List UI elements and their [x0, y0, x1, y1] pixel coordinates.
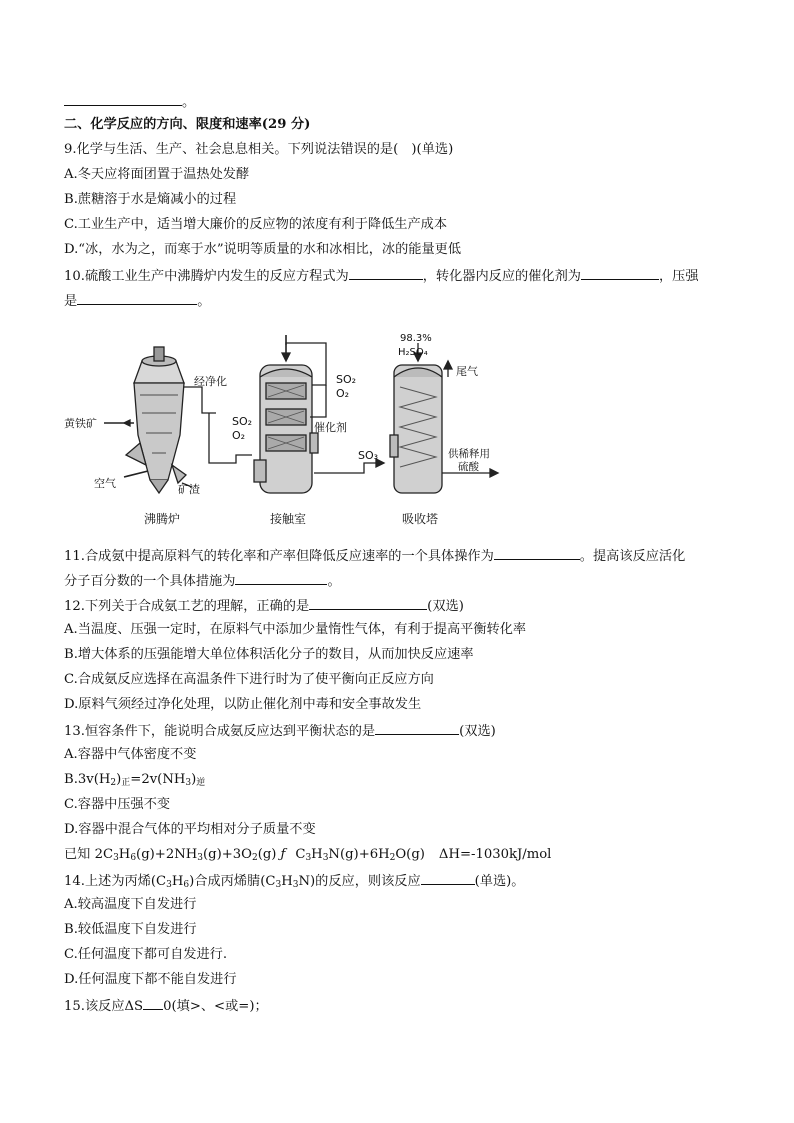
- answer-blank[interactable]: [309, 596, 427, 610]
- question-12-option-c: C.合成氨反应选择在高温条件下进行时为了使平衡向正反应方向: [64, 672, 434, 687]
- known-equation: 已知 $2C_3H_6(g)+2NH_3(g)+3O_2(g)$ ƒ $C_3H_3N(g)+6H_2O(g)$ ΔH=-1030kJ/mol: [64, 847, 552, 863]
- question-11-line1: 11.合成氨中提高原料气的转化率和产率但降低反应速率的一个具体操作为 。提高该反应活化: [64, 546, 685, 566]
- answer-blank[interactable]: [235, 571, 327, 585]
- label-so2-right: SO₂: [336, 373, 357, 386]
- label-h2so4: H₂SO₄: [398, 347, 428, 358]
- label-acid-concentration: 98.3%: [400, 333, 432, 344]
- question-14-stem: 14.上述为丙烯$(C_3H_6)$合成丙烯腈$(C_3H_3N)$的反应，则该反应 (单选)。: [64, 871, 525, 891]
- answer-blank[interactable]: [349, 266, 423, 280]
- label-purified: 经净化: [194, 375, 227, 388]
- question-14-option-b: B.较低温度下自发进行: [64, 922, 197, 937]
- question-9-option-b: B.蔗糖溶于水是熵减小的过程: [64, 192, 237, 207]
- answer-blank[interactable]: [77, 291, 197, 305]
- answer-line-continuation: 。: [64, 92, 195, 112]
- label-air: 空气: [94, 477, 116, 490]
- question-11-line2: 分子百分数的一个具体措施为 。: [64, 571, 341, 591]
- answer-blank[interactable]: [64, 92, 182, 106]
- answer-blank[interactable]: [375, 721, 459, 735]
- boiling-furnace-image: [126, 347, 186, 493]
- label-absorption-tower: 吸收塔: [402, 512, 439, 526]
- label-tail-gas: 尾气: [456, 365, 478, 378]
- section-title: 二、化学反应的方向、限度和速率(29 分): [64, 117, 311, 132]
- answer-blank[interactable]: [143, 996, 163, 1010]
- question-15-stem: 15.该反应ΔS 0(填>、<或=)；: [64, 996, 268, 1016]
- question-9-option-c: C.工业生产中，适当增大廉价的反应物的浓度有利于降低生产成本: [64, 217, 448, 232]
- sulfuric-acid-process-diagram: [64, 325, 514, 530]
- question-9-option-d: D.“冰，水为之，而寒于水”说明等质量的水和冰相比，冰的能量更低: [64, 242, 462, 257]
- label-o2-right: O₂: [336, 387, 350, 400]
- question-10-line2: 是 。: [64, 291, 210, 311]
- question-9-option-a: A.冬天应将面团置于温热处发酵: [64, 167, 250, 182]
- absorption-tower-image: [390, 365, 442, 493]
- question-13-option-d: D.容器中混合气体的平均相对分子质量不变: [64, 822, 316, 837]
- question-13-option-c: C.容器中压强不变: [64, 797, 171, 812]
- label-catalyst: 催化剂: [314, 421, 347, 434]
- label-furnace: 沸腾炉: [144, 512, 181, 526]
- label-contact-chamber: 接触室: [270, 512, 307, 526]
- contact-chamber-image: [254, 365, 318, 493]
- question-13-option-b: $B.3v(H_2)_正=2v(NH_3)_逆$: [64, 772, 206, 788]
- question-12-option-a: A.当温度、压强一定时，在原料气中添加少量惰性气体，有利于提高平衡转化率: [64, 622, 527, 637]
- label-slag: 矿渣: [178, 483, 200, 496]
- label-supply-line2: 硫酸: [458, 461, 479, 473]
- equilibrium-arrow: ƒ: [280, 847, 286, 862]
- question-14-option-a: A.较高温度下自发进行: [64, 897, 197, 912]
- question-12-stem: 12.下列关于合成氨工艺的理解，正确的是 (双选): [64, 596, 464, 616]
- label-ore: 黄铁矿: [64, 417, 97, 430]
- question-14-option-d: D.任何温度下都不能自发进行: [64, 972, 237, 987]
- label-so2-left: SO₂: [232, 415, 253, 428]
- question-9-stem: 9.化学与生活、生产、社会息息相关。下列说法错误的是( )(单选): [64, 142, 454, 157]
- label-supply-line1: 供稀释用: [448, 448, 490, 460]
- answer-blank[interactable]: [581, 266, 659, 280]
- question-14-option-c: C.任何温度下都可自发进行.: [64, 947, 228, 962]
- question-12-option-b: B.增大体系的压强能增大单位体积活化分子的数目，从而加快反应速率: [64, 647, 474, 662]
- question-10-line1: 10.硫酸工业生产中沸腾炉内发生的反应方程式为 ，转化器内反应的催化剂为 ，压强: [64, 266, 699, 286]
- question-12-option-d: D.原料气须经过净化处理，以防止催化剂中毒和安全事故发生: [64, 697, 422, 712]
- answer-blank[interactable]: [421, 871, 475, 885]
- answer-blank[interactable]: [494, 546, 580, 560]
- label-o2-left: O₂: [232, 429, 246, 442]
- question-13-stem: 13.恒容条件下，能说明合成氨反应达到平衡状态的是 (双选): [64, 721, 496, 741]
- label-so3: SO₃: [358, 449, 379, 462]
- question-13-option-a: A.容器中气体密度不变: [64, 747, 197, 762]
